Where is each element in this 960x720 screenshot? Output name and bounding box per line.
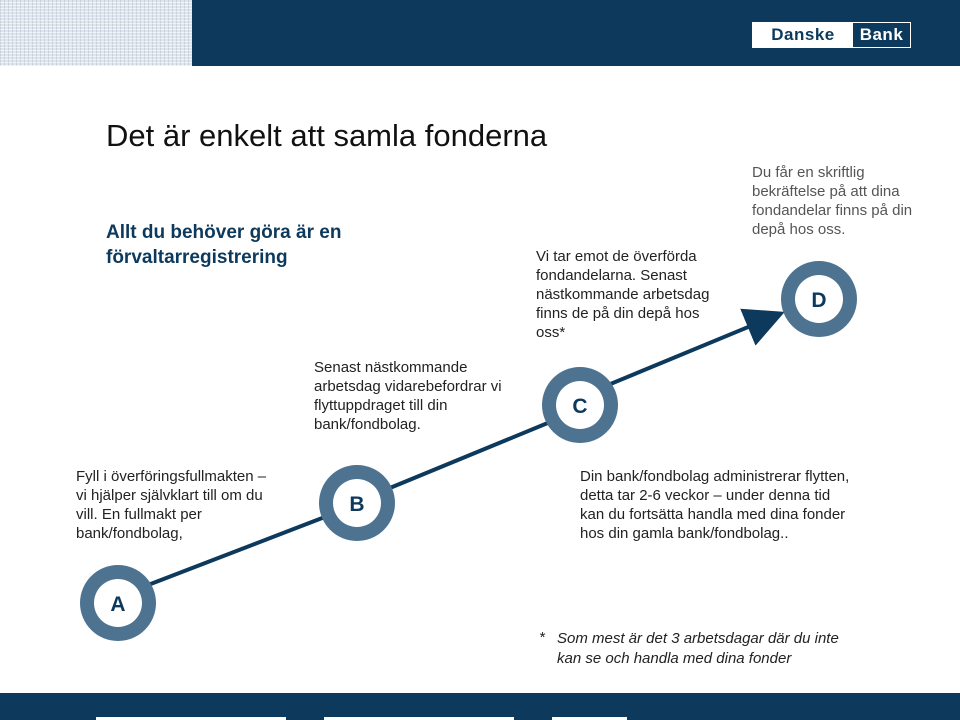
step-d-text: Du får en skriftlig bekräftelse på att dina fondandelar finns på din depå hos oss.: [752, 164, 913, 238]
step-circle-d: [781, 261, 857, 337]
step-circle-a: [80, 565, 156, 641]
logo-text-bank: Bank: [859, 25, 904, 44]
logo-text-danske: Danske: [753, 23, 853, 47]
step-letter-c: C: [572, 395, 588, 418]
step-circle-b: [319, 465, 395, 541]
step-letter-d: D: [811, 289, 827, 312]
step-a-text: Fyll i överföringsfullmakten – vi hjälper självklart till om du vill. En fullmakt per bank/fondbolag,: [76, 468, 267, 542]
footer-bar: [0, 693, 960, 720]
transfer-details-text: Din bank/fondbolag administrerar flytten, detta tar 2-6 veckor – under denna tid kan du fortsätta handla med dina fonder hos din gamla bank/fondbolag..: [580, 468, 850, 542]
step-letter-b: B: [349, 493, 365, 516]
step-c-text: Vi tar emot de överförda fondandelarna. Senast nästkommande arbetsdag finns de på din depå hos oss*: [536, 248, 710, 341]
step-letter-a: A: [110, 593, 126, 616]
footnote-text: Som mest är det 3 arbetsdagar där du inte kan se och handla med dina fonder: [557, 630, 839, 667]
footnote-marker: *: [539, 629, 545, 646]
step-b-text: Senast nästkommande arbetsdag vidarebefordrar vi flyttuppdraget till din bank/fondbolag.: [314, 359, 502, 433]
subtitle: Allt du behöver göra är en förvaltarregistrering: [106, 222, 342, 268]
step-circle-c: [542, 367, 618, 443]
page-title: Det är enkelt att samla fonderna: [106, 118, 548, 153]
